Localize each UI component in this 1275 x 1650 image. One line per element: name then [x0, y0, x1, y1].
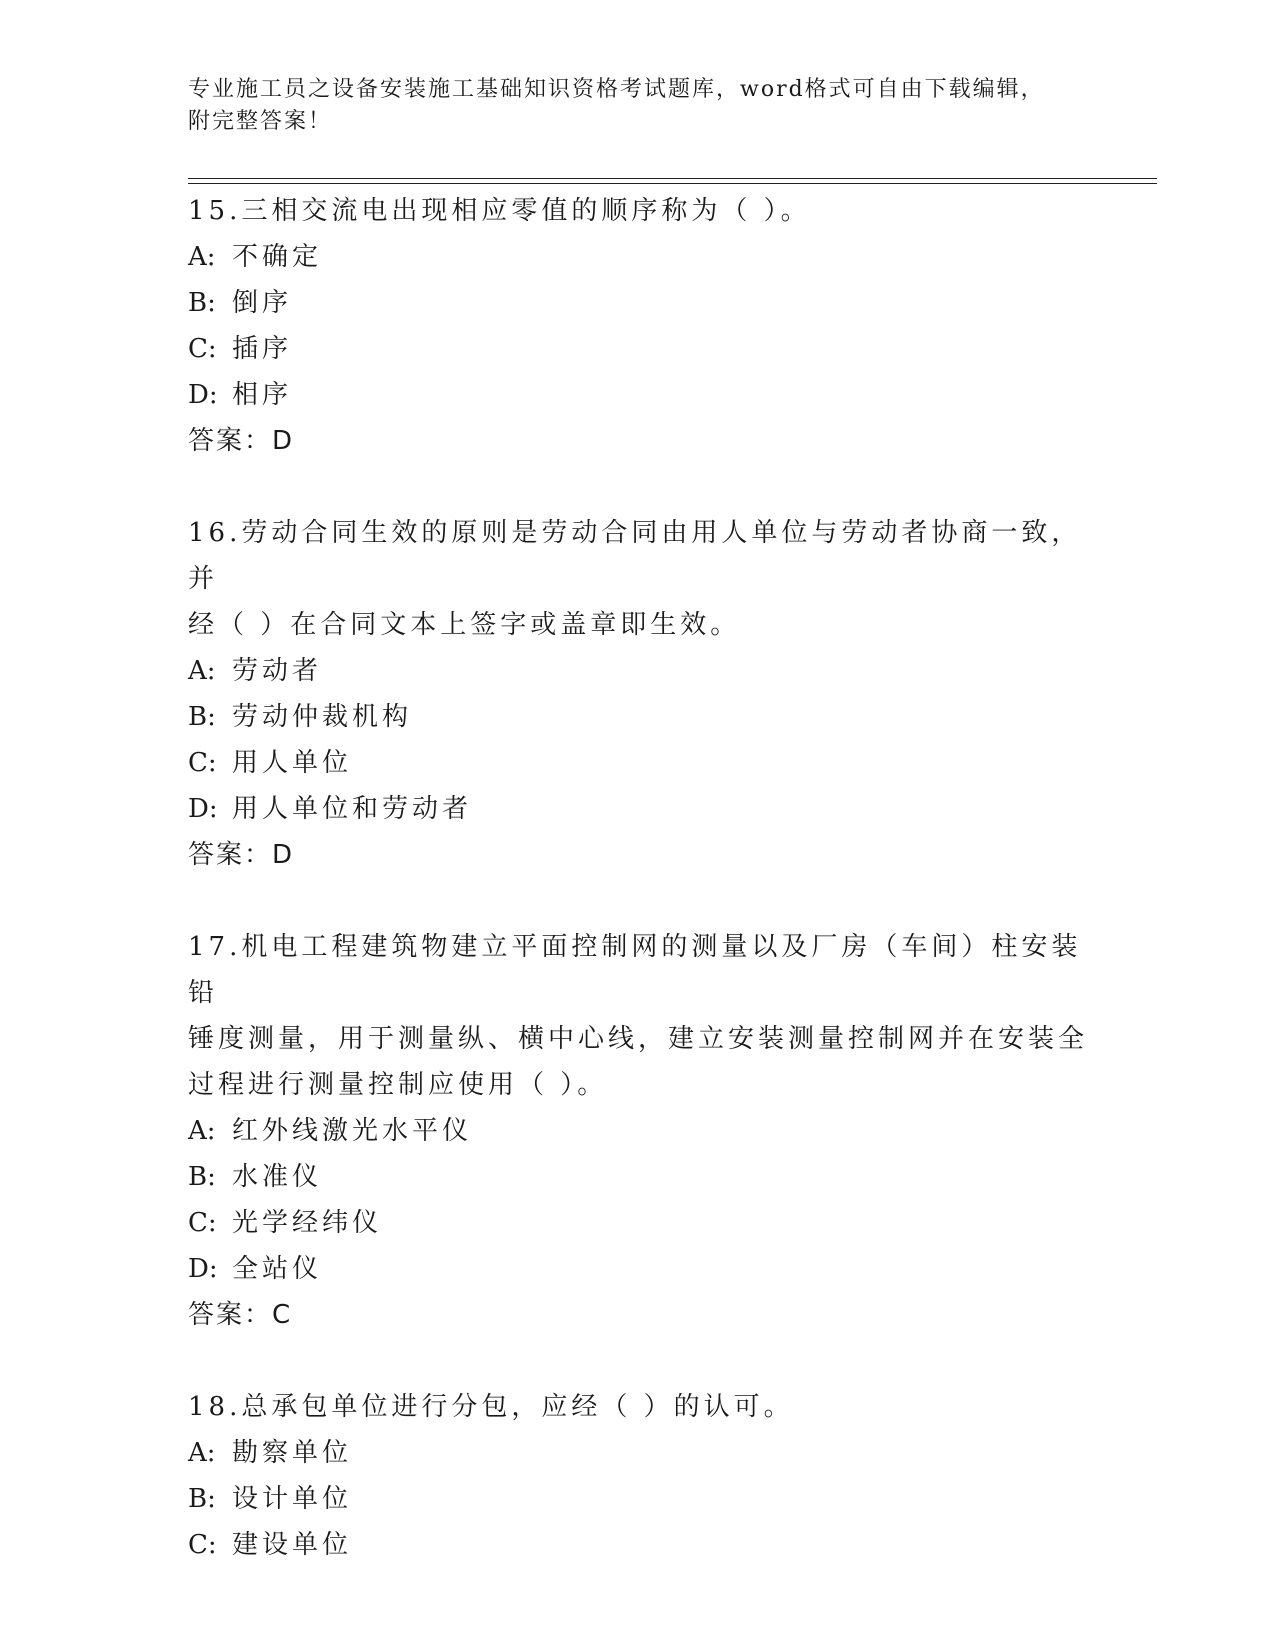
question-stem	[188, 510, 1088, 648]
option-b	[188, 694, 1088, 740]
option-text: 用人单位和劳动者	[232, 794, 473, 824]
option-a	[188, 234, 1088, 280]
option-d	[188, 1246, 1088, 1292]
question-stem-line: 锤度测量，用于测量纵、横中心线，建立安装测量控制网并在安装全	[188, 1024, 1089, 1054]
option-text: 红外线激光水平仪	[232, 1116, 473, 1146]
option-a	[188, 1108, 1088, 1154]
question-stem-line: 18.总承包单位进行分包，应经（ ）的认可。	[188, 1392, 794, 1422]
option-text: 插序	[232, 334, 293, 364]
option-b	[188, 1476, 1088, 1522]
question-item	[188, 924, 1088, 1338]
option-d	[188, 372, 1088, 418]
option-b	[188, 1154, 1088, 1200]
header-divider	[188, 183, 1157, 184]
document-header	[188, 74, 1088, 138]
question-item	[188, 510, 1088, 878]
option-text: 光学经纬仪	[232, 1208, 383, 1238]
question-stem-line: 经（ ）在合同文本上签字或盖章即生效。	[188, 610, 741, 640]
question-item	[188, 1384, 1088, 1568]
option-text: 劳动者	[232, 656, 323, 686]
option-c	[188, 1522, 1088, 1568]
option-text: 用人单位	[232, 748, 353, 778]
question-stem-line: 15.三相交流电出现相应零值的顺序称为（ ）。	[188, 196, 811, 226]
option-key: A:	[188, 1438, 216, 1468]
option-text: 不确定	[232, 242, 323, 272]
question-stem	[188, 188, 1088, 234]
option-b	[188, 280, 1088, 326]
header-divider	[188, 178, 1157, 179]
header-line: 专业施工员之设备安装施工基础知识资格考试题库，word格式可自由下载编辑，	[188, 77, 1045, 102]
option-d	[188, 786, 1088, 832]
option-text: 相序	[232, 380, 293, 410]
question-item	[188, 188, 1088, 464]
answer-line: 答案：C	[188, 1300, 293, 1330]
option-key: B:	[188, 1162, 216, 1192]
question-list	[188, 188, 1088, 1614]
option-key: C:	[188, 1208, 217, 1238]
option-key: B:	[188, 702, 216, 732]
option-key: D:	[188, 380, 218, 410]
answer-line: 答案：D	[188, 840, 295, 870]
option-key: C:	[188, 334, 217, 364]
option-key: C:	[188, 1530, 217, 1560]
option-key: D:	[188, 1254, 218, 1284]
option-text: 水准仪	[232, 1162, 323, 1192]
question-stem	[188, 1384, 1088, 1430]
question-stem	[188, 924, 1088, 1108]
option-key: C:	[188, 748, 217, 778]
option-text: 建设单位	[232, 1530, 353, 1560]
option-c	[188, 326, 1088, 372]
question-stem-line: 过程进行测量控制应使用（ ）。	[188, 1070, 608, 1100]
option-text: 设计单位	[232, 1484, 353, 1514]
option-text: 勘察单位	[232, 1438, 353, 1468]
option-a	[188, 648, 1088, 694]
option-c	[188, 740, 1088, 786]
answer-line: 答案：D	[188, 426, 295, 456]
question-stem-line: 16.劳动合同生效的原则是劳动合同由用人单位与劳动者协商一致，并	[188, 518, 1082, 594]
option-text: 全站仪	[232, 1254, 323, 1284]
option-key: A:	[188, 242, 216, 272]
option-key: A:	[188, 1116, 216, 1146]
option-key: B:	[188, 288, 216, 318]
option-key: D:	[188, 794, 218, 824]
option-text: 倒序	[232, 288, 293, 318]
option-c	[188, 1200, 1088, 1246]
question-stem-line: 17.机电工程建筑物建立平面控制网的测量以及厂房（车间）柱安装铅	[188, 932, 1082, 1008]
header-line: 附完整答案！	[188, 109, 333, 134]
option-key: A:	[188, 656, 216, 686]
option-a	[188, 1430, 1088, 1476]
option-text: 劳动仲裁机构	[232, 702, 413, 732]
option-key: B:	[188, 1484, 216, 1514]
